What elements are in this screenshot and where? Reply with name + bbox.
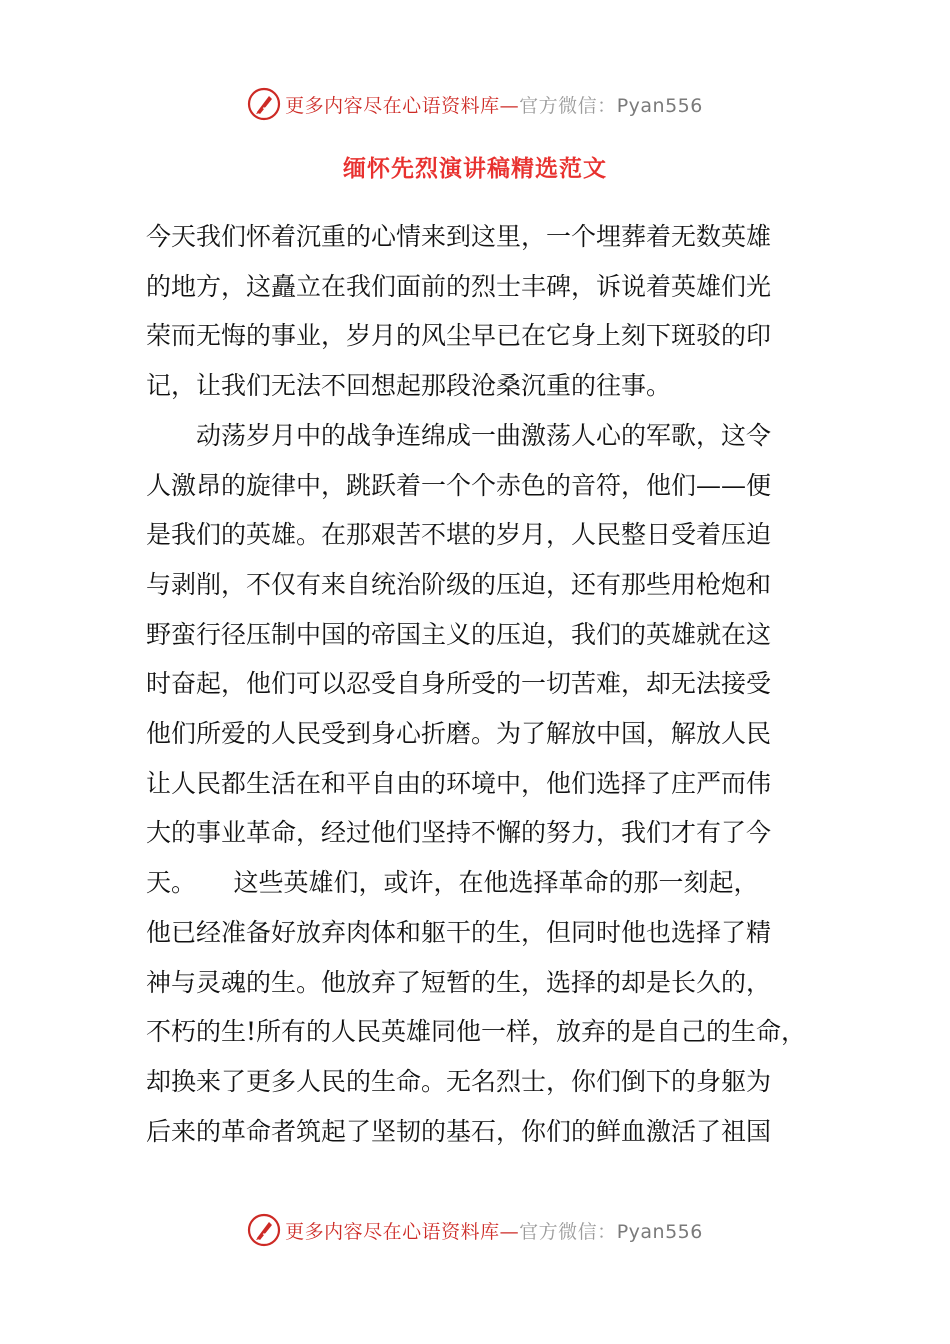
body-line: 却换来了更多人民的生命。无名烈士，你们倒下的身躯为: [146, 1066, 772, 1096]
quill-pen-seal-icon: [247, 87, 281, 121]
body-line: 野蛮行径压制中国的帝国主义的压迫，我们的英雄就在这: [146, 619, 772, 649]
body-line: 记，让我们无法不回想起那段沧桑沉重的往事。: [146, 371, 672, 401]
body-line: 动荡岁月中的战争连绵成一曲激荡人心的军歌，这令: [146, 420, 772, 450]
body-line: 的地方，这矗立在我们面前的烈士丰碑，诉说着英雄们光: [146, 271, 772, 301]
footer-banner: [0, 1210, 950, 1250]
body-line: 天。 这些英雄们，或许，在他选择革命的那一刻起，: [146, 868, 759, 898]
body-line: 他已经准备好放弃肉体和躯干的生，但同时他也选择了精: [146, 917, 772, 947]
body-line: 神与灵魂的生。他放弃了短暂的生，选择的却是长久的，: [146, 967, 772, 997]
banner-separator: —: [499, 1220, 520, 1243]
body-line: 不朽的生!所有的人民英雄同他一样，放弃的是自己的生命，: [146, 1017, 807, 1047]
page-title: 缅怀先烈演讲稿精选范文: [343, 156, 607, 182]
banner-wechat-label: 官方微信：: [519, 94, 617, 117]
body-line: 荣而无悔的事业，岁月的风尘早已在它身上刻下斑驳的印: [146, 321, 772, 351]
body-line: 后来的革命者筑起了坚韧的基石，你们的鲜血激活了祖国: [146, 1116, 772, 1146]
body-line: 与剥削，不仅有来自统治阶级的压迫，还有那些用枪炮和: [146, 569, 772, 599]
article-body: [146, 212, 811, 1156]
body-line: 大的事业革命，经过他们坚持不懈的努力，我们才有了今: [146, 818, 772, 848]
banner-wechat-id: Pyan556: [616, 94, 703, 117]
banner-wechat-label: 官方微信：: [519, 1220, 617, 1243]
body-line: 时奋起，他们可以忍受自身所受的一切苦难，却无法接受: [146, 669, 772, 699]
banner-main-text: 更多内容尽在心语资料库: [285, 94, 500, 117]
header-banner: [0, 84, 950, 124]
banner-text: [285, 1217, 703, 1244]
banner-text: [285, 91, 703, 118]
body-line: 人激昂的旋律中，跳跃着一个个赤色的音符，他们——便: [146, 470, 772, 500]
banner-main-text: 更多内容尽在心语资料库: [285, 1220, 500, 1243]
banner-separator: —: [499, 94, 520, 117]
body-line: 是我们的英雄。在那艰苦不堪的岁月，人民整日受着压迫: [146, 520, 772, 550]
body-line: 让人民都生活在和平自由的环境中，他们选择了庄严而伟: [146, 768, 772, 798]
body-line: 今天我们怀着沉重的心情来到这里，一个埋葬着无数英雄: [146, 222, 772, 251]
body-line: 他们所爱的人民受到身心折磨。为了解放中国，解放人民: [146, 719, 772, 749]
quill-pen-seal-icon: [247, 1213, 281, 1247]
banner-wechat-id: Pyan556: [616, 1220, 703, 1243]
